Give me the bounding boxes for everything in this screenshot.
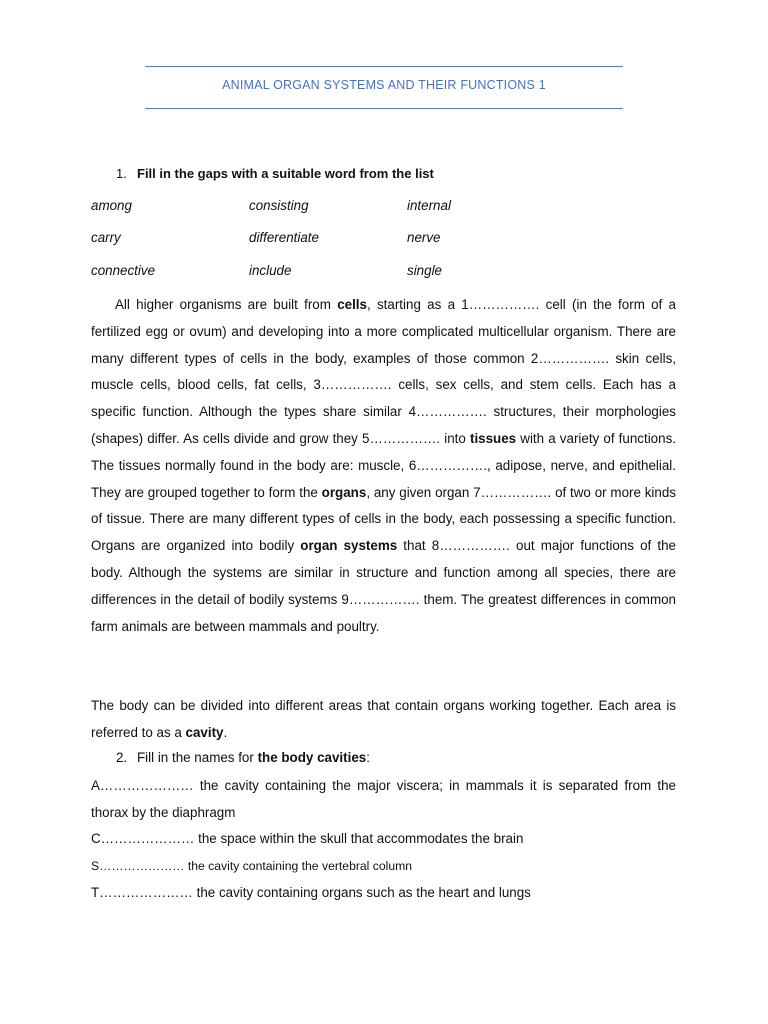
question-2-text: Fill in the names for xyxy=(137,750,258,765)
cavity-item-abdominal: A………………… the cavity containing the major viscera; in mammals it is separated from the thorax by the diaphragm xyxy=(91,778,676,820)
question-2-number: 2. xyxy=(116,750,128,765)
word-option: single xyxy=(407,262,442,278)
cavity-item-thoracic: T………………… the cavity containing organs such as the heart and lungs xyxy=(91,885,531,900)
passage-text: , starting as a 1……………. cell (in the form of a fertilized egg or ovum) and developing into a more complicated multicellular organism. There are many different types of cells in the body, examples of those common 2……………. skin cells, muscle cells, blood cells, fat cells, 3……………. cells, sex cells, and stem cells. Each has a specific function. Although the types share similar 4……………. structures, their morphologies (shapes) differ. As cells divide and grow they 5……………. into xyxy=(91,297,676,446)
word-option: carry xyxy=(91,230,121,246)
passage-text: , any given organ 7……………. of two or more kinds of tissue. There are many different types of cells in the body, each possessing a specific function. Organs are organized into bodily xyxy=(91,484,676,554)
cavity-item-cranial: C………………… the space within the skull that accommodates the brain xyxy=(91,831,524,846)
question-2-heading xyxy=(116,750,370,765)
question-1-number: 1. xyxy=(116,166,127,181)
gap-fill-passage xyxy=(91,292,676,640)
passage-text: All higher organisms are built from xyxy=(115,297,338,312)
word-option: differentiate xyxy=(249,230,319,246)
passage-keyword: cells xyxy=(337,297,367,312)
passage-keyword: tissues xyxy=(469,430,517,446)
cavity-item-spinal: S………………… the cavity containing the vertebral column xyxy=(91,859,413,873)
word-option: among xyxy=(91,198,132,213)
question-1-instruction: Fill in the gaps with a suitable word from the list xyxy=(137,166,434,181)
word-option: consisting xyxy=(249,198,309,213)
word-list-row xyxy=(91,198,681,230)
intro-text: The body can be divided into different areas that contain organs working together. Each area is referred to as a xyxy=(91,698,676,740)
word-option: internal xyxy=(407,198,451,213)
question-1-heading xyxy=(116,166,434,181)
word-list-row xyxy=(91,230,681,262)
word-list xyxy=(91,198,681,295)
passage-keyword: organ systems xyxy=(300,538,398,554)
intro-end: . xyxy=(223,724,228,740)
word-option: nerve xyxy=(407,230,441,246)
intro-keyword: cavity xyxy=(185,724,224,740)
cavity-intro-paragraph xyxy=(91,693,676,747)
passage-keyword: organs xyxy=(321,484,367,500)
question-2-keyword: the body cavities xyxy=(257,750,367,765)
page-title: ANIMAL ORGAN SYSTEMS AND THEIR FUNCTIONS 1 xyxy=(222,78,546,92)
header-rule-top xyxy=(145,66,623,67)
passage-text: that 8……………. out major functions of the body. Although the systems are similar in structure and function among all species, there are differences in the detail of bodily systems 9……………. them. The greatest differences in common farm animals are between mammals and poultry. xyxy=(91,538,676,634)
word-option: include xyxy=(249,262,292,278)
header-rule-bottom xyxy=(145,108,623,109)
passage-text: with a variety of functions. The tissues normally found in the body are: muscle, 6……………., adipose, nerve, and epithelial. They are grouped together to form the xyxy=(91,430,676,500)
question-2-end: : xyxy=(366,750,370,765)
word-option: connective xyxy=(91,262,156,278)
word-list-row xyxy=(91,263,681,295)
